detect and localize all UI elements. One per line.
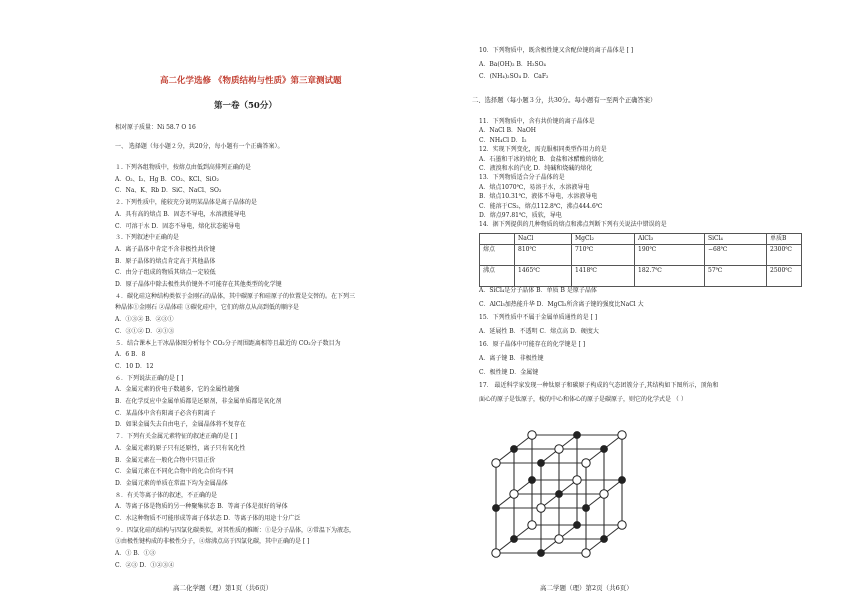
q10-options-1: A．Ba(OH)₂ B．H₂SO₄: [479, 61, 546, 68]
exam-title: 高二化学选修 《物质结构与性质》第三章测试题: [160, 76, 342, 86]
question-line: A．离子晶体中肯定不含非极性共价键: [115, 245, 216, 253]
question-line: A．O₂、I₂、Hg B．CO₂、KCl、SiO₂: [115, 175, 219, 183]
titanium-atom: [492, 459, 500, 467]
table-cell: 57℃: [705, 266, 767, 287]
question-line: C．能溶于CS₂，熔点112.8℃，沸点444.6℃: [479, 202, 603, 210]
question-line: ５．结合课本上干冰晶体图分析每个 CO₂分子周围距离相等且最近的 CO₂分子数目为: [115, 339, 341, 347]
question-line: A．6 B．8: [115, 351, 146, 359]
table-row: [480, 266, 802, 287]
question-line: １. 下列各组物质中，按熔点由低到高排列正确的是: [115, 164, 251, 171]
question-line: ８．有关等离子体的叙述，不正确的是: [115, 491, 218, 499]
question-line: C．某晶体中含有阳离子必含有阴离子: [115, 409, 216, 417]
question-line: ３. 下列叙述中正确的是: [115, 234, 179, 242]
titanium-atom: [528, 431, 536, 439]
question-line: C．水这种物质不可能形成等离子体状态 D．等离子体的用途十分广泛: [115, 515, 301, 522]
question-line: 12．实现下列变化，需克服相同类型作用力的是: [479, 146, 607, 154]
titanium-atom: [492, 549, 500, 557]
question-line: 16．原子晶体中可能存在的化学键是 [ ]: [479, 341, 586, 349]
titanium-atom: [618, 521, 626, 529]
carbon-atom: [511, 536, 518, 543]
carbon-atom: [538, 550, 545, 557]
carbon-atom: [601, 446, 608, 453]
question-line: A．金属元素的原子只有还原性，离子只有氧化性: [115, 444, 246, 452]
table-cell: 熔点: [480, 245, 515, 266]
q10-options-2: C．(NH₄)₂SO₄ D．CaF₂: [479, 73, 549, 80]
table-cell: [480, 234, 515, 245]
table-row: [480, 245, 802, 266]
question-line: 13．下列物质适合分子晶体的是: [479, 174, 565, 182]
cluster-structure-figure: [486, 425, 646, 565]
table-cell: 710℃: [572, 245, 635, 266]
question-line: A．离子键 B．非极性键: [479, 355, 544, 362]
question-line: C．液溴和水的汽化 D．纯碱和烧碱的熔化: [479, 165, 593, 172]
question-line: A．① B．①③: [115, 550, 156, 558]
question-line: C．②③ D．①②③④: [115, 561, 175, 569]
carbon-atom: [511, 446, 518, 453]
question-line: C．10 D．12: [115, 362, 154, 370]
titanium-atom: [555, 445, 563, 453]
question-line: 15．下列性质中不属于金属单质通性的是 [ ]: [479, 314, 598, 322]
question-line: C．由分子组成的物质其熔点一定较低: [115, 269, 216, 277]
question-line: ６．下列说法正确的是 [ ]: [115, 374, 184, 382]
question-line: D．如果金属失去自由电子，金属晶体将不复存在: [115, 421, 246, 429]
question-line: A．金属元素的价电子数越多，它的金属性越强: [115, 386, 240, 394]
question-line: A．SiCl₄是分子晶体 B．单质 B 是原子晶体: [479, 287, 597, 294]
question-line: D．熔点97.81℃，质软，导电: [479, 212, 562, 219]
carbon-atom: [538, 460, 545, 467]
question-line: 11．下列物质中，含有共价键的离子晶体是: [479, 118, 595, 125]
part2-header: 二、选择题（每小题３分，共30分。每小题有一至两个正确答案）: [472, 97, 657, 104]
page-footer: 高二学题（理）第2页（共6页）: [540, 584, 633, 592]
table-cell: AlCl₃: [635, 234, 705, 245]
question-line: A．等离子体是物质的另一种聚集状态 B．等离子体是很好的导体: [115, 503, 288, 511]
carbon-atom: [493, 505, 500, 512]
atomic-mass-line: 相对原子质量：Ni 58.7 O 16: [115, 124, 196, 131]
titanium-atom: [573, 476, 581, 484]
question-line: B．熔点10.31℃，液体不导电，水溶液导电: [479, 193, 598, 201]
question-line: C．③①② D．②①③: [115, 327, 175, 335]
table-cell: NaCl: [515, 234, 572, 245]
question-line: A．①③② B．②③①: [115, 316, 174, 324]
carbon-atom: [574, 432, 581, 439]
table-cell: MgCl₂: [572, 234, 635, 245]
titanium-atom: [537, 504, 545, 512]
titanium-atom: [582, 459, 590, 467]
question-line: ２. 下列性质中，能较充分说明某晶体是离子晶体的是: [115, 199, 257, 207]
table-cell: 810℃: [515, 245, 572, 266]
question-line: B．在化学反应中金属单质都是还原剂，非金属单质都是氧化剂: [115, 398, 282, 405]
part1-header: 一、 选择题（每小题２分，共20分，每小题有一个正确答案）。: [115, 143, 284, 150]
question-line: C．金属元素在不同化合物中的化合价均不同: [115, 468, 234, 476]
question-line: 面心的原子是钛原子，棱的中心和体心的原子是碳原子，则它的化学式是 （ ）: [479, 395, 687, 403]
titanium-atom: [618, 431, 626, 439]
question-line: ４．碳化硅这种结构类似于金刚石的晶体，其中碳原子和硅原子的位置是交替的。在下列三: [115, 292, 356, 300]
question-line: C．Na、K、Rb D．SiC、NaCl、SO₂: [115, 187, 222, 195]
carbon-atom: [529, 477, 536, 484]
question-line: C．可溶于水 D．固态不导电，熔化状态能导电: [115, 222, 241, 230]
carbon-atom: [583, 505, 590, 512]
question-line: B．金属元素在一般化合物中只显正价: [115, 456, 216, 464]
question-10: 10．下列物质中，既含极性键又含配位键的离子晶体是 [ ]: [479, 47, 634, 54]
table-cell: 单质B: [767, 234, 802, 245]
question-line: C．AlCl₃加热能升华 D．MgCl₂所含离子键的强度比NaCl 大: [479, 300, 644, 308]
titanium-atom: [510, 490, 518, 498]
carbon-atom: [574, 522, 581, 529]
table-cell: 1418℃: [572, 266, 635, 287]
question-line: 14．据下列提供的几种物质的熔点和沸点判断下列有关说法中错误的是: [479, 221, 667, 229]
titanium-atom: [600, 490, 608, 498]
question-line: ９．四氯化硅的结构与四氯化碳类似，对其性质的推断：①是分子晶体，②常温下为液态，: [115, 526, 356, 534]
table-cell: −68℃: [705, 245, 767, 266]
titanium-atom: [528, 521, 536, 529]
question-line: 种晶体①金刚石 ②晶体硅 ③碳化硅中，它们的熔点从高到低的顺序是: [115, 304, 299, 312]
table-cell: 2300℃: [767, 245, 802, 266]
table-cell: 190℃: [635, 245, 705, 266]
question-line: ③由极性键构成的非极性分子，④熔沸点高于四氯化碳，其中正确的是 [ ]: [115, 538, 310, 546]
section-heading: 第一卷（50分）: [214, 101, 277, 111]
question-line: A．具有高的熔点 B．固态不导电，水溶液能导电: [115, 210, 246, 218]
carbon-atom: [619, 477, 626, 484]
question-line: C．NH₄Cl D．I₂: [479, 136, 527, 144]
table-cell: 2500℃: [767, 266, 802, 287]
question-line: A．石墨和干冰的熔化 B．食盐和冰醋酸的熔化: [479, 155, 604, 163]
question-line: A．延展性 B．不透明 C．熔点高 D．硬度大: [479, 327, 599, 335]
question-line: B．原子晶体的熔点肯定高于其他晶体: [115, 257, 216, 265]
question-line: D．原子晶体中除去极性共价键外不可能存在其他类型的化学键: [115, 281, 282, 288]
page-footer: 高二化学题（理）第1页（共6页）: [173, 584, 273, 592]
carbon-atom: [556, 491, 563, 498]
table-cell: 沸点: [480, 266, 515, 287]
melting-point-table: [479, 233, 802, 287]
question-line: D．金属元素的单质在常温下均为金属晶体: [115, 479, 228, 487]
question-line: A．熔点1070℃，易溶于水，水溶液导电: [479, 183, 590, 191]
table-cell: 182.7℃: [635, 266, 705, 287]
table-header-row: [480, 234, 802, 245]
question-line: C．极性键 D．金属键: [479, 368, 539, 376]
titanium-atom: [582, 549, 590, 557]
titanium-atom: [555, 535, 563, 543]
carbon-atom: [601, 536, 608, 543]
question-line: A．NaCl B．NaOH: [479, 127, 536, 135]
question-line: ７．下列有关金属元素特征的叙述正确的是 [ ]: [115, 433, 238, 441]
table-cell: 1465℃: [515, 266, 572, 287]
table-cell: SiCl₄: [705, 234, 767, 245]
question-line: 17． 最近科学家发现一种钛原子和碳原子构成的气态团簇分子,其结构如下图所示，顶角和: [479, 382, 719, 390]
